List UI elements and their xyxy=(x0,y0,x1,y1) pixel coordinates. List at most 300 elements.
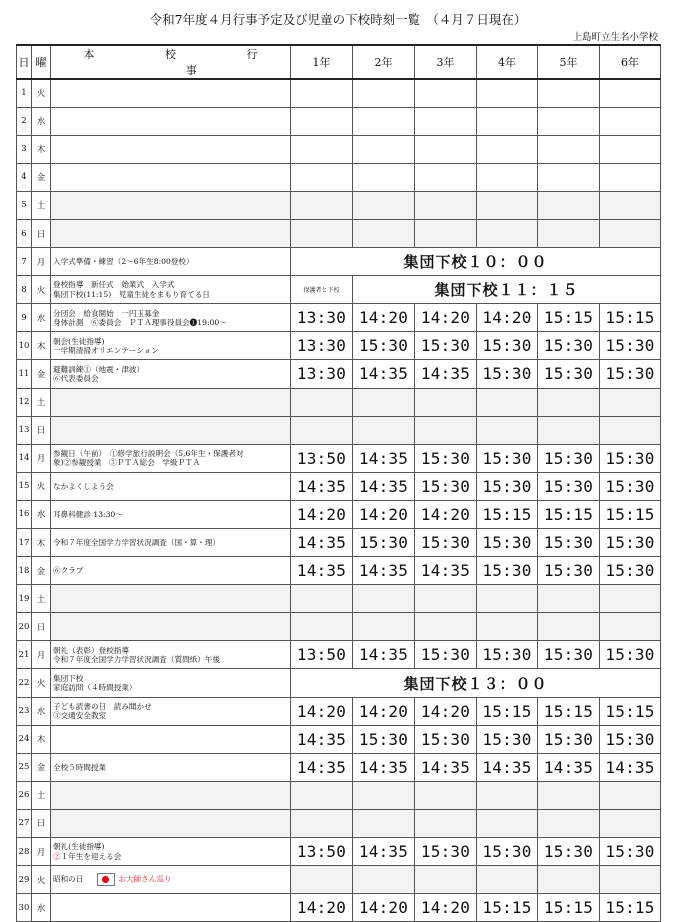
dismissal-time-cell: 14:35 xyxy=(291,472,353,500)
dismissal-time-cell: 15:30 xyxy=(415,529,477,557)
dismissal-time-cell xyxy=(600,585,661,613)
group-dismissal-banner: 集団下校１１：１５ xyxy=(353,276,661,304)
table-row xyxy=(17,360,661,388)
table-row xyxy=(17,838,661,866)
header-grade: 4年 xyxy=(477,45,538,79)
dismissal-time-cell: 15:30 xyxy=(477,529,538,557)
day-cell: 17 xyxy=(17,529,32,557)
dismissal-time-cell xyxy=(477,163,538,191)
day-cell: 13 xyxy=(17,416,32,444)
event-cell xyxy=(51,304,291,332)
weekday-cell: 金 xyxy=(32,557,51,585)
dismissal-time-cell: 14:20 xyxy=(291,697,353,725)
day-cell: 16 xyxy=(17,500,32,528)
event-cell xyxy=(51,500,291,528)
event-line: 身体計測 ⑥委員会 ＰＴＡ理事役員会❶19:00～ xyxy=(53,317,227,327)
header-grade: 6年 xyxy=(600,45,661,79)
dismissal-time-cell xyxy=(477,79,538,107)
dismissal-time-cell: 15:30 xyxy=(600,332,661,360)
dismissal-time-cell xyxy=(415,585,477,613)
dismissal-time-cell xyxy=(353,79,415,107)
weekday-cell: 火 xyxy=(32,79,51,107)
table-row xyxy=(17,613,661,641)
table-row xyxy=(17,500,661,528)
dismissal-time-cell: 14:35 xyxy=(415,557,477,585)
day-cell: 12 xyxy=(17,388,32,416)
table-row xyxy=(17,585,661,613)
event-cell xyxy=(51,529,291,557)
table-row xyxy=(17,304,661,332)
weekday-cell: 日 xyxy=(32,219,51,247)
weekday-cell: 木 xyxy=(32,529,51,557)
dismissal-time-cell xyxy=(477,135,538,163)
dismissal-time-cell: 14:20 xyxy=(415,894,477,922)
event-cell xyxy=(51,388,291,416)
dismissal-time-cell: 15:30 xyxy=(477,360,538,388)
dismissal-time-cell xyxy=(600,416,661,444)
table-row xyxy=(17,781,661,809)
weekday-cell: 月 xyxy=(32,838,51,866)
dismissal-time-cell: 15:30 xyxy=(538,838,600,866)
weekday-cell: 月 xyxy=(32,444,51,472)
dismissal-time-cell xyxy=(291,781,353,809)
weekday-cell: 木 xyxy=(32,725,51,753)
dismissal-time-cell xyxy=(538,79,600,107)
dismissal-time-cell xyxy=(477,416,538,444)
dismissal-time-cell xyxy=(538,866,600,894)
dismissal-time-cell: 15:30 xyxy=(538,725,600,753)
dismissal-time-cell: 13:30 xyxy=(291,332,353,360)
dismissal-time-cell xyxy=(353,809,415,837)
dismissal-time-cell xyxy=(477,613,538,641)
dismissal-time-cell: 14:35 xyxy=(291,529,353,557)
dismissal-time-cell xyxy=(415,219,477,247)
dismissal-time-cell: 14:35 xyxy=(353,753,415,781)
weekday-cell: 土 xyxy=(32,388,51,416)
dismissal-time-cell: 14:35 xyxy=(353,641,415,669)
weekday-cell: 木 xyxy=(32,332,51,360)
day-cell: 27 xyxy=(17,809,32,837)
dismissal-time-cell: 15:30 xyxy=(600,360,661,388)
event-line: なかよくしよう会 xyxy=(53,481,114,491)
header-day: 日 xyxy=(17,45,32,79)
weekday-cell: 日 xyxy=(32,809,51,837)
event-cell xyxy=(51,894,291,922)
event-cell xyxy=(51,669,291,697)
day-cell: 2 xyxy=(17,107,32,135)
day-cell: 18 xyxy=(17,557,32,585)
dismissal-time-cell xyxy=(415,388,477,416)
header-grade: 2年 xyxy=(353,45,415,79)
day-cell: 22 xyxy=(17,669,32,697)
dismissal-time-cell: 13:50 xyxy=(291,444,353,472)
dismissal-time-cell: 15:30 xyxy=(538,444,600,472)
dismissal-time-cell: 15:15 xyxy=(600,304,661,332)
dismissal-time-cell xyxy=(415,781,477,809)
weekday-cell: 土 xyxy=(32,585,51,613)
event-cell xyxy=(51,248,291,276)
dismissal-time-cell xyxy=(600,219,661,247)
dismissal-time-cell xyxy=(538,135,600,163)
group-dismissal-banner: 集団下校１３：００ xyxy=(291,669,661,697)
table-row xyxy=(17,472,661,500)
event-line: 全校５時間授業 xyxy=(53,762,107,772)
dismissal-time-cell xyxy=(415,135,477,163)
dismissal-time-cell xyxy=(600,388,661,416)
dismissal-time-cell: 15:30 xyxy=(415,838,477,866)
event-cell xyxy=(51,557,291,585)
table-row xyxy=(17,79,661,107)
weekday-cell: 火 xyxy=(32,472,51,500)
dismissal-time-cell: 14:35 xyxy=(353,444,415,472)
schedule-body xyxy=(17,79,661,922)
event-cell xyxy=(51,107,291,135)
weekday-cell: 水 xyxy=(32,697,51,725)
dismissal-time-cell xyxy=(353,416,415,444)
dismissal-time-cell xyxy=(353,191,415,219)
day-cell: 26 xyxy=(17,781,32,809)
event-line xyxy=(53,852,288,861)
dismissal-time-cell xyxy=(291,809,353,837)
event-line: 耳鼻科健診 13:30～ xyxy=(53,509,123,519)
dismissal-time-cell xyxy=(538,809,600,837)
dismissal-time-cell: 15:30 xyxy=(353,332,415,360)
event-cell xyxy=(51,332,291,360)
dismissal-time-cell: 15:30 xyxy=(415,472,477,500)
dismissal-time-cell: 14:35 xyxy=(415,360,477,388)
dismissal-time-cell: 14:20 xyxy=(291,500,353,528)
dismissal-time-cell xyxy=(600,781,661,809)
dismissal-time-cell xyxy=(291,613,353,641)
dismissal-time-cell xyxy=(291,388,353,416)
dismissal-time-cell: 14:35 xyxy=(353,472,415,500)
day-cell: 25 xyxy=(17,753,32,781)
school-name: 上島町立生名小学校 xyxy=(572,32,658,43)
dismissal-time-cell xyxy=(600,107,661,135)
event-line: 参観日（午前） ①修学旅行説明会（5,6年生・保護者対 xyxy=(53,448,244,458)
event-cell xyxy=(51,472,291,500)
table-row xyxy=(17,444,661,472)
dismissal-time-cell: 14:20 xyxy=(477,304,538,332)
dismissal-time-cell xyxy=(538,585,600,613)
dismissal-time-cell: 14:35 xyxy=(353,838,415,866)
event-line: 登校指導 新任式 始業式 入学式 xyxy=(53,280,175,290)
event-cell xyxy=(51,360,291,388)
table-row xyxy=(17,697,661,725)
header-event-char: 事 xyxy=(185,64,197,77)
event-line: 集団下校 xyxy=(53,673,84,683)
table-row xyxy=(17,107,661,135)
dismissal-time-cell: 13:50 xyxy=(291,838,353,866)
day-cell: 8 xyxy=(17,276,32,304)
table-row xyxy=(17,557,661,585)
dismissal-time-cell: 15:30 xyxy=(600,529,661,557)
dismissal-time-cell: 15:15 xyxy=(477,500,538,528)
event-line: ③交通安全教室 xyxy=(53,711,107,721)
event-line: 一学期清掃オリエンテーション xyxy=(53,345,159,355)
table-row xyxy=(17,388,661,416)
dismissal-time-cell: 15:15 xyxy=(538,500,600,528)
dismissal-time-cell: 15:15 xyxy=(600,500,661,528)
weekday-cell: 土 xyxy=(32,781,51,809)
event-line: 昭和の日 xyxy=(53,874,84,884)
dismissal-time-cell: 14:20 xyxy=(353,697,415,725)
table-row xyxy=(17,529,661,557)
dismissal-time-cell xyxy=(538,107,600,135)
day-cell: 7 xyxy=(17,248,32,276)
event-line: 子ども読書の日 読み聞かせ xyxy=(53,701,152,711)
dismissal-time-cell xyxy=(477,866,538,894)
dismissal-time-cell xyxy=(538,416,600,444)
weekday-cell: 火 xyxy=(32,276,51,304)
header-grade: 3年 xyxy=(415,45,477,79)
weekday-cell: 火 xyxy=(32,669,51,697)
dismissal-time-cell xyxy=(353,135,415,163)
event-cell xyxy=(51,585,291,613)
day-cell: 6 xyxy=(17,219,32,247)
day-cell: 24 xyxy=(17,725,32,753)
weekday-cell: 金 xyxy=(32,753,51,781)
dismissal-time-cell xyxy=(291,585,353,613)
dismissal-time-cell: 15:15 xyxy=(538,304,600,332)
dismissal-time-cell: 13:30 xyxy=(291,304,353,332)
day-cell: 20 xyxy=(17,613,32,641)
dismissal-time-cell xyxy=(415,809,477,837)
event-line: 令和７年度全国学力学習状況調査（国・算・理） xyxy=(53,537,221,547)
event-cell xyxy=(51,809,291,837)
dismissal-time-cell: 15:30 xyxy=(538,529,600,557)
event-cell xyxy=(51,838,291,866)
dismissal-time-cell xyxy=(477,809,538,837)
table-row xyxy=(17,641,661,669)
table-row xyxy=(17,866,661,894)
dismissal-time-cell xyxy=(600,613,661,641)
event-cell xyxy=(51,641,291,669)
weekday-cell: 月 xyxy=(32,248,51,276)
header-row xyxy=(17,45,661,79)
event-cell xyxy=(51,781,291,809)
table-row xyxy=(17,276,661,304)
weekday-cell: 水 xyxy=(32,894,51,922)
dismissal-time-cell: 15:30 xyxy=(538,332,600,360)
dismissal-time-cell xyxy=(538,613,600,641)
dismissal-time-cell: 15:30 xyxy=(538,360,600,388)
dismissal-time-cell: 15:30 xyxy=(538,472,600,500)
dismissal-time-cell xyxy=(291,416,353,444)
dismissal-time-cell xyxy=(291,135,353,163)
event-cell xyxy=(51,79,291,107)
dismissal-time-cell xyxy=(477,781,538,809)
dismissal-time-cell xyxy=(477,107,538,135)
dismissal-time-cell: 14:35 xyxy=(353,360,415,388)
event-cell xyxy=(51,276,291,304)
day-cell: 28 xyxy=(17,838,32,866)
event-line: 象)②参観授業 ③ＰＴＡ総会 学級ＰＴＡ xyxy=(53,458,201,468)
dismissal-time-cell: 15:30 xyxy=(353,529,415,557)
event-line: 入学式準備・練習（2～6年生8:00登校） xyxy=(53,256,194,266)
dismissal-time-cell: 14:35 xyxy=(415,753,477,781)
weekday-cell: 土 xyxy=(32,191,51,219)
event-line: ⑥代表委員会 xyxy=(53,373,99,383)
dismissal-time-cell: 14:35 xyxy=(291,753,353,781)
dismissal-time-cell xyxy=(353,866,415,894)
dismissal-time-cell: 15:30 xyxy=(353,725,415,753)
dismissal-time-cell xyxy=(477,585,538,613)
dismissal-time-cell xyxy=(353,163,415,191)
event-line: 分団会 給食開始 一円玉募金 xyxy=(53,308,160,318)
event-cell xyxy=(51,725,291,753)
day-cell: 5 xyxy=(17,191,32,219)
day-cell: 21 xyxy=(17,641,32,669)
dismissal-time-cell xyxy=(600,163,661,191)
header-event-char: 本 xyxy=(83,48,95,61)
weekday-cell: 木 xyxy=(32,135,51,163)
dismissal-time-cell xyxy=(291,219,353,247)
header-event-char: 行 xyxy=(246,48,258,61)
day-cell: 30 xyxy=(17,894,32,922)
header-grade: 1年 xyxy=(291,45,353,79)
dismissal-time-cell: 15:30 xyxy=(477,557,538,585)
dismissal-time-cell xyxy=(353,107,415,135)
dismissal-time-cell: 15:30 xyxy=(477,641,538,669)
day-cell: 4 xyxy=(17,163,32,191)
day-cell: 15 xyxy=(17,472,32,500)
dismissal-time-cell: 15:30 xyxy=(600,557,661,585)
dismissal-time-cell: 15:15 xyxy=(538,894,600,922)
dismissal-time-cell xyxy=(538,388,600,416)
day-cell: 29 xyxy=(17,866,32,894)
event-cell xyxy=(51,191,291,219)
event-line: 令和７年度全国学力学習状況調査（質問紙）午後 xyxy=(53,654,221,664)
schedule-table xyxy=(16,44,661,922)
table-row xyxy=(17,163,661,191)
header-event-char: 校 xyxy=(165,48,176,61)
dismissal-time-cell xyxy=(291,866,353,894)
dismissal-time-cell xyxy=(477,388,538,416)
day-cell: 19 xyxy=(17,585,32,613)
dismissal-time-cell: 15:30 xyxy=(600,444,661,472)
dismissal-time-cell: 15:30 xyxy=(538,641,600,669)
dismissal-time-cell xyxy=(291,191,353,219)
day-cell: 11 xyxy=(17,360,32,388)
dismissal-time-cell: 15:30 xyxy=(600,725,661,753)
table-row xyxy=(17,416,661,444)
event-line: 避難訓練①（地震・津波） xyxy=(53,364,145,374)
dismissal-time-cell: 15:30 xyxy=(600,641,661,669)
event-line-marker: ② xyxy=(53,851,61,861)
event-cell xyxy=(51,866,291,894)
dismissal-time-cell xyxy=(291,163,353,191)
weekday-cell: 金 xyxy=(32,360,51,388)
table-row xyxy=(17,894,661,922)
event-line: 朝礼(生徒指導) xyxy=(53,842,105,852)
event-line-text: １年生を迎える会 xyxy=(60,851,122,861)
day-cell: 14 xyxy=(17,444,32,472)
day-cell: 10 xyxy=(17,332,32,360)
weekday-cell: 水 xyxy=(32,304,51,332)
dismissal-time-cell xyxy=(600,135,661,163)
dismissal-time-cell xyxy=(415,866,477,894)
weekday-cell: 日 xyxy=(32,416,51,444)
weekday-cell: 火 xyxy=(32,866,51,894)
weekday-cell: 水 xyxy=(32,107,51,135)
dismissal-time-cell: 15:30 xyxy=(600,838,661,866)
dismissal-time-cell xyxy=(291,79,353,107)
table-row xyxy=(17,248,661,276)
event-cell xyxy=(51,753,291,781)
dismissal-time-cell xyxy=(538,219,600,247)
dismissal-time-cell: 14:35 xyxy=(600,753,661,781)
dismissal-time-cell: 15:30 xyxy=(477,725,538,753)
event-cell xyxy=(51,613,291,641)
dismissal-time-cell xyxy=(353,219,415,247)
table-row xyxy=(17,135,661,163)
dismissal-time-cell xyxy=(415,191,477,219)
dismissal-time-cell: 15:30 xyxy=(477,332,538,360)
dismissal-time-cell: 15:30 xyxy=(477,472,538,500)
day-cell: 23 xyxy=(17,697,32,725)
dismissal-time-cell xyxy=(477,219,538,247)
dismissal-time-cell xyxy=(600,809,661,837)
dismissal-time-cell: 14:35 xyxy=(353,557,415,585)
day-cell: 1 xyxy=(17,79,32,107)
dismissal-time-cell: 14:35 xyxy=(538,753,600,781)
dismissal-time-cell: 14:35 xyxy=(291,557,353,585)
dismissal-time-cell: 15:30 xyxy=(477,444,538,472)
event-cell xyxy=(51,444,291,472)
table-row xyxy=(17,725,661,753)
header-grade: 5年 xyxy=(538,45,600,79)
event-red-note: お大師さん巡り xyxy=(118,874,172,884)
table-row xyxy=(17,332,661,360)
group-dismissal-banner: 集団下校１０：００ xyxy=(291,248,661,276)
event-line: 朝礼（表彰）登校指導 xyxy=(53,645,129,655)
dismissal-time-cell: 14:35 xyxy=(291,725,353,753)
dismissal-time-cell: 14:20 xyxy=(415,500,477,528)
page-title: 令和7年度４月行事予定及び児童の下校時刻一覧 （４月７日現在） xyxy=(149,12,527,27)
event-cell xyxy=(51,135,291,163)
weekday-cell: 金 xyxy=(32,163,51,191)
table-row xyxy=(17,809,661,837)
dismissal-time-cell xyxy=(415,163,477,191)
dismissal-time-cell: 14:35 xyxy=(477,753,538,781)
event-line: 集団下校(11:15) 児童生徒をまもり育てる日 xyxy=(53,289,210,299)
dismissal-time-cell xyxy=(353,388,415,416)
weekday-cell: 日 xyxy=(32,613,51,641)
event-cell xyxy=(51,416,291,444)
dismissal-time-cell xyxy=(415,416,477,444)
dismissal-time-cell xyxy=(538,781,600,809)
event-line: ⑥クラブ xyxy=(53,565,84,575)
dismissal-time-cell: 15:15 xyxy=(477,894,538,922)
dismissal-time-cell: 15:30 xyxy=(600,472,661,500)
day-cell: 9 xyxy=(17,304,32,332)
dismissal-time-cell: 13:30 xyxy=(291,360,353,388)
event-cell xyxy=(51,219,291,247)
dismissal-time-cell xyxy=(600,866,661,894)
dismissal-time-cell xyxy=(353,613,415,641)
weekday-cell: 月 xyxy=(32,641,51,669)
dismissal-time-cell xyxy=(353,585,415,613)
event-line: 家庭訪問（４時間授業） xyxy=(53,683,137,693)
dismissal-time-cell: 15:15 xyxy=(600,894,661,922)
dismissal-time-cell: 14:20 xyxy=(415,697,477,725)
header-weekday: 曜 xyxy=(32,45,51,79)
dismissal-time-cell: 14:20 xyxy=(353,500,415,528)
dismissal-time-cell xyxy=(415,613,477,641)
dismissal-time-cell: 15:15 xyxy=(477,697,538,725)
dismissal-time-cell xyxy=(415,107,477,135)
